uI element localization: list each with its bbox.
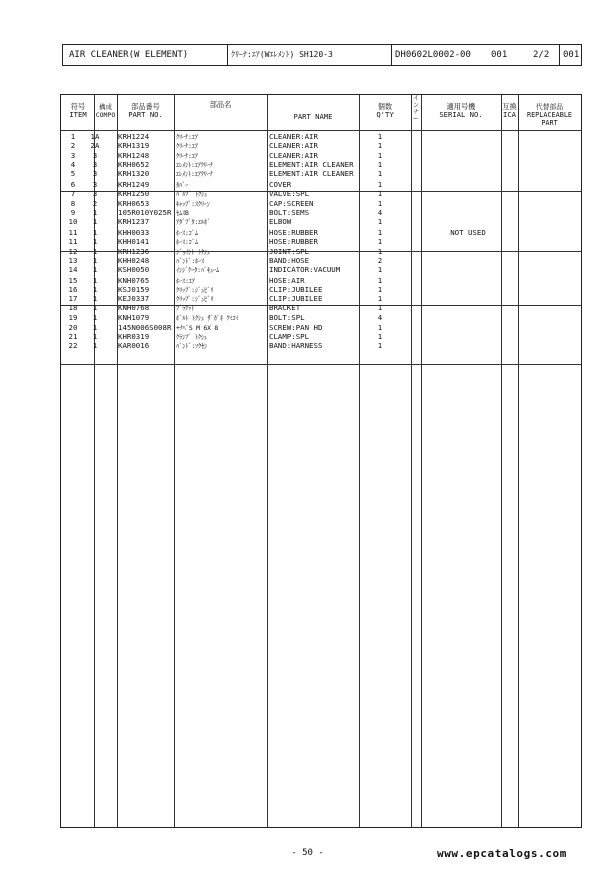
col-partno-header: 部品番号 PART NO. (128, 102, 163, 119)
part-name: JOINT:SPL (269, 246, 310, 256)
part-number: KAR0016 (118, 341, 150, 351)
parts-table (60, 94, 582, 828)
component-level: 3 (92, 189, 98, 199)
component-level: 1 (92, 228, 98, 237)
part-name-jp: ﾊﾞﾝﾄﾞ:ｿｸｾﾝ (176, 342, 208, 351)
col-serial-header: 適用号機 SERIAL NO. (439, 102, 483, 119)
part-number: KRH1236 (118, 246, 150, 256)
quantity: 4 (377, 312, 383, 322)
part-number: KHH0141 (118, 237, 150, 247)
component-level: 1 (92, 217, 98, 227)
group-rule (61, 364, 581, 365)
part-name: BAND:HARNESS (269, 341, 323, 351)
col-replaceable-header: 代替部品 REPLACEABLE PART (526, 103, 572, 127)
item-number: 11 (68, 237, 78, 247)
item-number: 19 (68, 312, 78, 322)
part-number: 145N006S008R (118, 322, 172, 332)
part-name: CLEANER:AIR (269, 141, 318, 151)
item-number: 7 (70, 189, 76, 199)
part-name: INDICATOR:VACUUM (269, 265, 341, 275)
item-number: 8 (70, 198, 76, 208)
component-level: 1 (92, 284, 98, 294)
component-level: 1 (92, 255, 98, 265)
document-header (62, 44, 582, 66)
quantity: 1 (377, 169, 383, 179)
quantity: 1 (377, 150, 383, 160)
component-level: 1 (92, 207, 98, 217)
item-number: 12 (68, 246, 78, 256)
part-name-jp: ﾎｰｽ:ｺﾞﾑ (176, 238, 198, 247)
col-item-header: 符号 ITEM (69, 102, 87, 119)
item-number: 9 (70, 207, 76, 217)
item-number: 1 (70, 132, 76, 141)
part-name: CLIP:JUBILEE (269, 284, 323, 294)
header-rule (61, 130, 581, 131)
quantity: 1 (377, 198, 383, 208)
part-name: CLAMP:SPL (269, 331, 310, 341)
part-name-jp: ｸﾘｯﾌﾟ:ｼﾞｭﾋﾞﾘ (176, 285, 214, 294)
part-number: KRH1250 (118, 189, 150, 199)
quantity: 1 (377, 132, 383, 141)
part-name: SCREW:PAN HD (269, 322, 323, 332)
part-name-jp: ｷｬｯﾌﾟ:ｽｸﾘｰﾝ (176, 199, 210, 208)
part-name-jp: ｸﾘｯﾌﾟ:ｼﾞｭﾋﾞﾘ (176, 295, 214, 304)
part-name: CLIP:JUBILEE (269, 294, 323, 304)
part-number: KRH1224 (118, 132, 150, 141)
component-level: 1 (92, 294, 98, 304)
document-code: DH0602L0002-00 (395, 50, 471, 60)
part-name: BOLT:SEMS (269, 207, 310, 217)
part-number: KRH1237 (118, 217, 150, 227)
quantity: 1 (377, 265, 383, 275)
component-level: 1A (90, 132, 100, 141)
side-code: 001 (563, 50, 580, 60)
part-number: KEJ0337 (118, 294, 150, 304)
quantity: 1 (377, 303, 383, 313)
part-name: VALVE:SPL (269, 189, 310, 199)
item-number: 11 (68, 228, 78, 237)
part-number: KHH0248 (118, 255, 150, 265)
document-sequence: 001 (491, 50, 508, 60)
part-number: KHH0033 (118, 228, 150, 237)
quantity: 1 (377, 159, 383, 169)
quantity: 1 (377, 180, 383, 189)
col-ica-header: 互換 ICA (502, 102, 517, 119)
part-name-jp: ｴﾚﾒﾝﾄ:ｴｱｸﾘｰﾅ (176, 160, 213, 169)
part-number: KRH1249 (118, 180, 150, 189)
quantity: 4 (377, 207, 383, 217)
part-name: ELBOW (269, 217, 292, 227)
col-qty-header: 個数 Q'TY (376, 102, 394, 119)
part-number: KSH0050 (118, 265, 150, 275)
part-number: KNH0768 (118, 303, 150, 313)
item-number: 15 (68, 275, 78, 285)
col-name-en-header: PART NAME (293, 112, 333, 121)
component-level: 3 (92, 169, 98, 179)
quantity: 1 (377, 217, 383, 227)
quantity: 1 (377, 275, 383, 285)
part-name: ELEMENT:AIR CLEANER (269, 159, 354, 169)
quantity: 1 (377, 141, 383, 151)
item-number: 10 (68, 217, 78, 227)
item-number: 20 (68, 322, 78, 332)
page-number: - 50 - (291, 848, 324, 858)
component-level: 3 (92, 159, 98, 169)
component-level: 3 (92, 180, 98, 189)
part-name-jp: ﾎｰｽ:ｴｱ (176, 276, 195, 285)
part-name-jp: ｸﾘｰﾅ:ｴｱ (176, 142, 198, 151)
component-level: 1 (92, 341, 98, 351)
part-number: 105R010Y025R (118, 207, 172, 217)
component-level: 1 (92, 237, 98, 247)
table-row (61, 265, 581, 275)
part-name-jp: ｸﾘｰﾅ:ｴｱ (176, 151, 198, 160)
page-indicator: 2/2 (533, 50, 550, 60)
part-number: KNH1079 (118, 312, 150, 322)
part-name: CLEANER:AIR (269, 132, 318, 141)
part-name-jp: ｸﾗﾝﾌﾟ ﾄｸｼｭ (176, 332, 207, 341)
table-row (61, 341, 581, 351)
part-name: ELEMENT:AIR CLEANER (269, 169, 354, 179)
part-number: KSJ0159 (118, 284, 150, 294)
item-number: 16 (68, 284, 78, 294)
part-name-jp: ｾﾑｽB (176, 208, 189, 217)
quantity: 2 (377, 255, 383, 265)
quantity: 1 (377, 237, 383, 247)
assembly-jp-title: ｸﾘｰﾅ:ｴｱ(Wｴﾚﾒﾝﾄ) SH120-3 (231, 50, 333, 59)
part-name-jp: ｴﾚﾒﾝﾄ:ｴｱｸﾘｰﾅ (176, 170, 213, 179)
part-name: HOSE:RUBBER (269, 237, 318, 247)
component-level: 1 (92, 322, 98, 332)
part-name-jp: ﾊﾞﾝﾄﾞ:ﾎｰｽ (176, 256, 205, 265)
item-number: 4 (70, 159, 76, 169)
part-name: HOSE:AIR (269, 275, 305, 285)
part-name: CLEANER:AIR (269, 150, 318, 160)
quantity: 1 (377, 331, 383, 341)
item-number: 2 (70, 141, 76, 151)
part-name-jp: ｼﾞｮｲﾝﾄ ﾄｸｼｭ (176, 247, 210, 256)
component-level: 2 (92, 198, 98, 208)
part-number: KRH0653 (118, 198, 150, 208)
part-name-jp: ﾊﾞﾙﾌﾞ ﾄｸｼｭ (176, 190, 208, 199)
component-level: 1 (92, 312, 98, 322)
col-name-jp-header: 部品名 (209, 100, 232, 109)
item-number: 17 (68, 294, 78, 304)
part-number: KRH0652 (118, 159, 150, 169)
table-row (61, 313, 581, 323)
part-name: COVER (269, 180, 292, 189)
quantity: 1 (377, 284, 383, 294)
serial-note: NOT USED (450, 228, 486, 237)
part-name-jp: ｸﾘｰﾅ:ｴｱ (176, 133, 198, 141)
part-name-jp: ﾎﾞﾙﾄ ﾄｸｼｭ ｻﾞｶﾞﾈ ｸﾐｺﾐ (176, 313, 239, 322)
item-number: 6 (70, 180, 76, 189)
part-number: KNH0765 (118, 275, 150, 285)
part-name-jp: +ﾅﾍﾞS M 6X 8 (176, 323, 219, 332)
item-number: 13 (68, 255, 78, 265)
part-number: KRH1320 (118, 169, 150, 179)
component-level: 1 (92, 246, 98, 256)
quantity: 1 (377, 341, 383, 351)
table-row (61, 217, 581, 227)
item-number: 14 (68, 265, 78, 275)
part-name-jp: ｶﾊﾞｰ (176, 181, 189, 189)
component-level: 1 (92, 265, 98, 275)
item-number: 22 (68, 341, 78, 351)
quantity: 1 (377, 228, 383, 237)
table-row (61, 169, 581, 179)
component-level: 2A (90, 141, 100, 151)
part-name-jp: ﾌﾞﾗｹｯﾄ (176, 304, 195, 313)
col-compo-header: 構成 COMPO (95, 103, 116, 119)
part-name-jp: ｱﾀﾞﾌﾟﾀ:ｴﾙﾎﾞ (176, 218, 211, 227)
header-divider (227, 45, 228, 65)
brand-watermark: www.epcatalogs.com (436, 847, 567, 860)
header-divider (391, 45, 392, 65)
part-name: HOSE:RUBBER (269, 228, 318, 237)
quantity: 1 (377, 246, 383, 256)
component-level: 3 (92, 150, 98, 160)
quantity: 1 (377, 322, 383, 332)
part-name-jp: ｲﾝｼﾞｹｰﾀ:ﾊﾞｷｭｰﾑ (176, 266, 219, 275)
quantity: 1 (377, 294, 383, 304)
part-number: KHR0319 (118, 331, 150, 341)
col-inner-header: イン ナー (412, 95, 419, 123)
header-divider (559, 45, 560, 65)
part-name: BOLT:SPL (269, 312, 305, 322)
part-name-jp: ﾎｰｽ:ｺﾞﾑ (176, 229, 198, 237)
part-number: KRH1319 (118, 141, 150, 151)
quantity: 1 (377, 189, 383, 199)
part-name: BRACKET (269, 303, 301, 313)
component-level: 1 (92, 303, 98, 313)
item-number: 21 (68, 331, 78, 341)
item-number: 5 (70, 169, 76, 179)
part-name: CAP:SCREEN (269, 198, 314, 208)
item-number: 18 (68, 303, 78, 313)
item-number: 3 (70, 150, 76, 160)
assembly-title: AIR CLEANER(W ELEMENT) (69, 50, 189, 60)
part-number: KRH1248 (118, 150, 150, 160)
component-level: 1 (92, 331, 98, 341)
part-name: BAND:HOSE (269, 255, 310, 265)
component-level: 1 (92, 275, 98, 285)
